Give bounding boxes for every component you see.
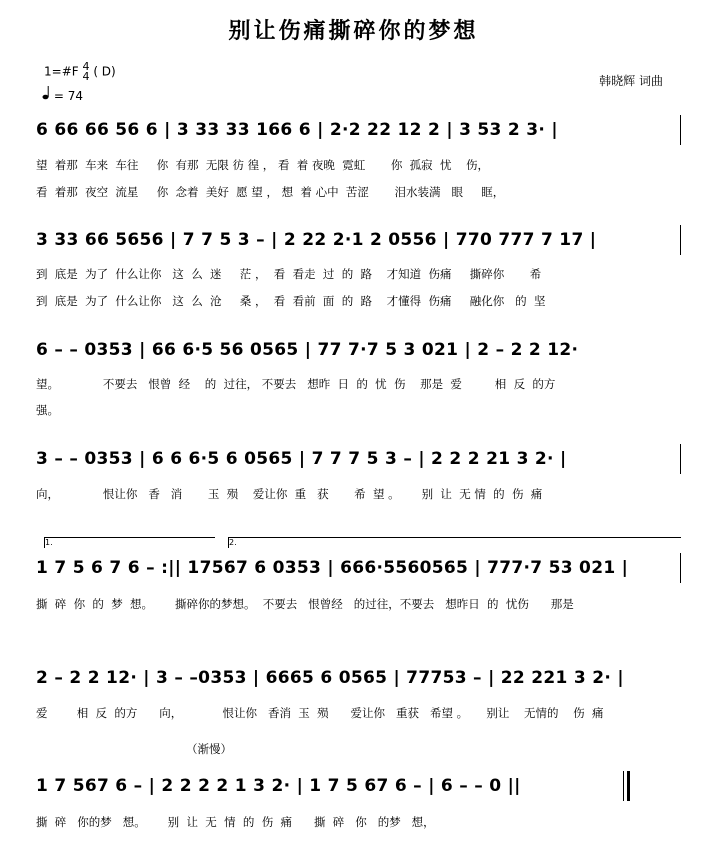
barline — [680, 225, 681, 255]
lyric-line: 到 底是 为了 什么让你 这 么 沧 桑 ， 看 看前 面 的 路 才懂得 伤痛 融化你 的 坚 — [36, 294, 546, 308]
score-notes: 6 66 66 56 6 | 3 33 33 166 6 | 2·2 22 12 2 | 3 53 2 3· | — [36, 120, 558, 140]
lyric-line: 撕 碎 你的梦 想。 别 让 无 情 的 伤 痛 撕 碎 你 的梦 想， — [36, 815, 435, 829]
key-label: 1=#F — [44, 64, 79, 79]
author-credit: 韩晓辉 词曲 — [599, 74, 663, 88]
lyric-line: 撕 碎 你 的 梦 想。 撕碎你的梦想。 不要去 恨曾经 的过往，不要去 想昨日 的 忧伤 那是 — [36, 597, 574, 611]
barline — [680, 444, 681, 474]
tempo-change-marking: （渐慢） — [186, 742, 232, 756]
time-sig-top: 4 — [82, 60, 90, 73]
score-notes: 1 7 5 6 7 6 – :|| 17567 6 0353 | 666·5560565 | 777·7 53 021 | — [36, 558, 629, 578]
lyric-line: 到 底是 为了 什么让你 这 么 迷 茫 ， 看 看走 过 的 路 才知道 伤痛 撕碎你 希 — [36, 267, 542, 281]
lyric-line: 爱 相 反 的方 向， 恨让你 香消 玉 殒 爱让你 重获 希望 。 别让 无情的 伤 痛 — [36, 706, 604, 720]
key-note: ( D) — [93, 64, 116, 79]
tempo — [42, 86, 83, 103]
lyric-line: 强。 — [36, 403, 59, 417]
time-sig-bottom: 4 — [82, 70, 90, 83]
score-notes: 3 – – 0353 | 6 6 6·5 6 0565 | 7 7 7 5 3 – | 2 2 2 21 3 2· | — [36, 449, 567, 469]
score-notes: 6 – – 0353 | 66 6·5 56 0565 | 77 7·7 5 3 021 | 2 – 2 2 12· — [36, 340, 579, 360]
lyric-line: 看 着那 夜空 流星 你 念着 美好 愿 望 ， 想 着 心中 苦涩 泪水装满 眼 眶， — [36, 185, 505, 199]
key-signature — [44, 62, 116, 82]
barline — [680, 115, 681, 145]
lyric-line: 望。 不要去 恨曾 经 的 过往， 不要去 想昨 日 的 忧 伤 那是 爱 相 反 的方 — [36, 377, 556, 391]
lyric-line: 望 着那 车来 车往 你 有那 无限 彷 徨 ， 看 着 夜晚 霓虹 你 孤寂 忧 伤， — [36, 158, 490, 172]
quarter-note-icon — [42, 89, 54, 103]
song-title: 别让伤痛撕碎你的梦想 — [228, 18, 479, 44]
time-signature — [82, 62, 89, 82]
tempo-value: = 74 — [53, 89, 83, 103]
score-notes: 1 7 567 6 – | 2 2 2 2 1 3 2· | 1 7 5 67 6 – | 6 – – 0 || — [36, 776, 521, 796]
final-barline-thin — [623, 771, 624, 801]
barline — [680, 553, 681, 583]
final-barline-thick — [627, 771, 630, 801]
volta-second-ending: 2. — [228, 537, 681, 548]
lyric-line: 向， 恨让你 香 消 玉 殒 爱让你 重 获 希 望 。 别 让 无 情 的 伤 痛 — [36, 487, 543, 501]
volta-first-ending: 1. — [44, 537, 215, 548]
score-notes: 3 33 66 5656 | 7 7 5 3 – | 2 22 2·1 2 0556 | 770 777 7 17 | — [36, 230, 597, 250]
score-notes: 2 – 2 2 12· | 3 – –0353 | 6665 6 0565 | 77753 – | 22 221 3 2· | — [36, 668, 624, 688]
